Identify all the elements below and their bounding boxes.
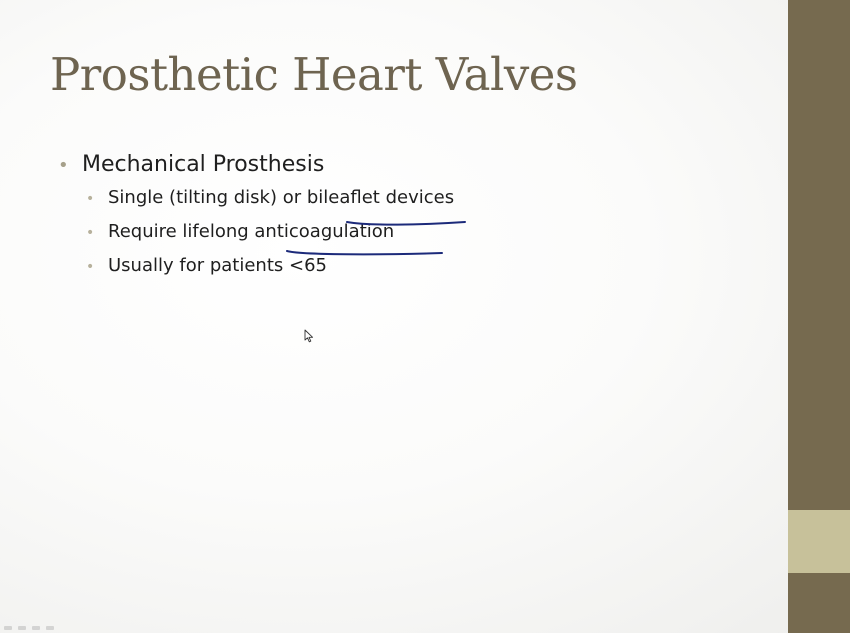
bullet-item-mechanical — [58, 152, 454, 289]
bullet-dot-icon: • — [86, 225, 95, 241]
pen-tool-icon[interactable] — [46, 626, 54, 630]
bullet-dot-icon: • — [58, 155, 69, 176]
decorative-band-accent — [788, 510, 850, 573]
bullet-text: Mechanical Prosthesis — [82, 152, 325, 177]
bullet-dot-icon: • — [86, 259, 95, 275]
next-slide-icon[interactable] — [18, 626, 26, 630]
slideshow-control-icons[interactable] — [4, 626, 54, 630]
slide-title: Prosthetic Heart Valves — [50, 48, 578, 101]
sub-bullet-text: Usually for patients <65 — [108, 255, 327, 276]
sub-bullet-text: Single (tilting disk) or bileaflet devices — [108, 187, 455, 208]
sub-bullet-item — [86, 187, 454, 221]
bullet-list — [58, 152, 454, 289]
sub-bullet-text: Require lifelong anticoagulation — [108, 221, 395, 242]
bullet-dot-icon: • — [86, 191, 95, 207]
sub-bullet-item — [86, 255, 454, 289]
mouse-pointer-icon — [304, 329, 314, 343]
menu-icon[interactable] — [32, 626, 40, 630]
previous-slide-icon[interactable] — [4, 626, 12, 630]
sub-bullet-item — [86, 221, 454, 255]
sub-bullet-list — [58, 187, 454, 289]
